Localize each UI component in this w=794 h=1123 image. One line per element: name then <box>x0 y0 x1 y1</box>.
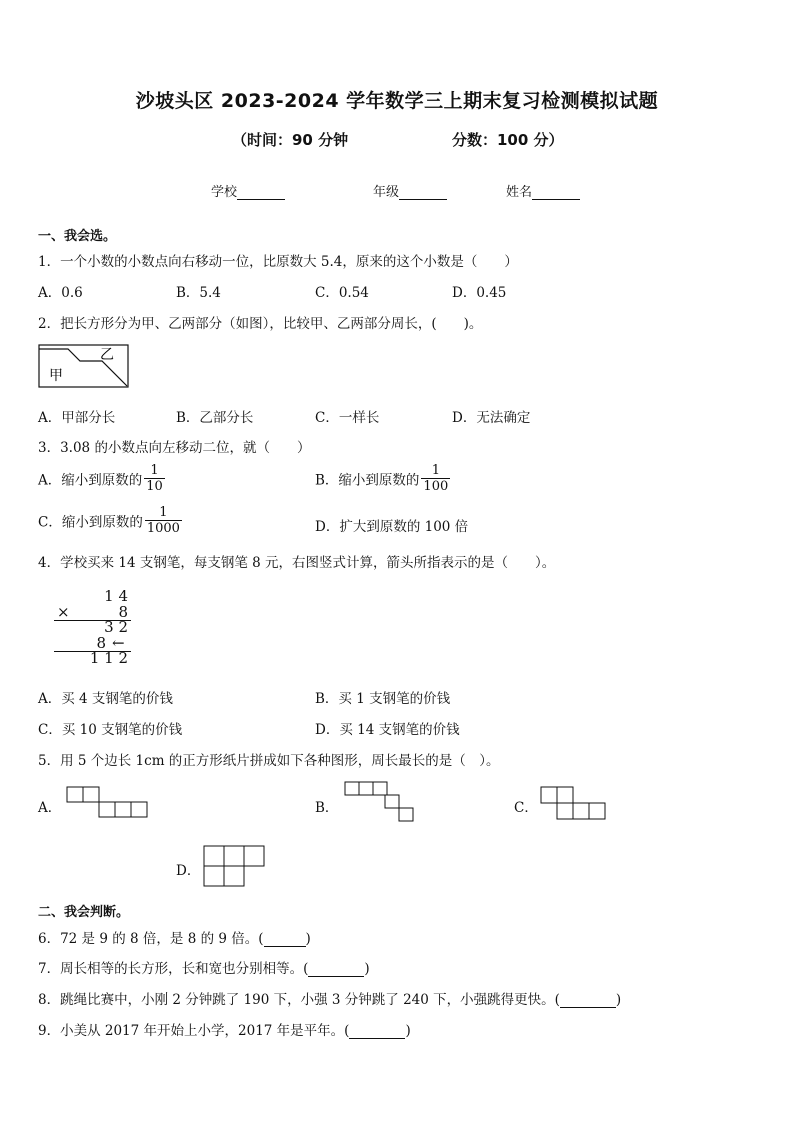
q4-option-b[interactable]: B．买 1 支钢笔的价钱 <box>315 691 451 707</box>
q2-option-a[interactable]: A．甲部分长 <box>38 410 116 426</box>
calc-row-multiplier: 8 <box>118 603 128 621</box>
q5-figure-b <box>344 781 416 825</box>
q2-option-d[interactable]: D．无法确定 <box>452 410 531 426</box>
grade-field[interactable] <box>373 181 447 200</box>
q5-figure-d <box>203 845 269 889</box>
q1-option-d[interactable]: D．0.45 <box>452 285 507 301</box>
q9-answer-blank[interactable] <box>349 1024 405 1039</box>
question-9-text: 9．小美从 2017 年开始上小学，2017 年是平年。( <box>38 1023 350 1039</box>
question-3: 3．3.08 的小数点向左移动二位，就（ ） <box>38 440 311 456</box>
grade-label: 年级 <box>373 185 400 200</box>
school-blank[interactable] <box>237 185 285 200</box>
q7-answer-blank[interactable] <box>308 962 364 977</box>
q3-option-b[interactable] <box>315 463 450 494</box>
q3-option-a-text: A．缩小到原数的 <box>38 472 143 489</box>
q5-option-c[interactable]: C． <box>514 800 538 816</box>
q3-option-a[interactable] <box>38 463 165 494</box>
question-2: 2．把长方形分为甲、乙两部分（如图），比较甲、乙两部分周长，( )。 <box>38 316 483 332</box>
question-6-text: 6．72 是 9 的 8 倍，是 8 的 9 倍。( <box>38 931 264 947</box>
q3-option-b-text: B．缩小到原数的 <box>315 472 420 489</box>
q2-rectangle-figure <box>38 344 130 388</box>
calc-arrow-icon: ← <box>112 634 125 652</box>
q3-option-c[interactable] <box>38 505 182 536</box>
q5-figure-a <box>66 786 150 820</box>
question-7: 7．周长相等的长方形，长和宽也分别相等。( ) <box>38 961 370 977</box>
q4-option-a[interactable]: A．买 4 支钢笔的价钱 <box>38 691 173 707</box>
calc-row-product: 1 1 2 <box>89 649 128 667</box>
name-label: 姓名 <box>506 185 533 200</box>
exam-time: （时间：90 分钟 <box>232 131 349 149</box>
q3-option-a-fraction: $\frac{1}{10}$ <box>146 463 163 494</box>
q1-option-c[interactable]: C．0.54 <box>315 285 369 301</box>
calc-times-sign: × <box>57 603 70 621</box>
q2-option-c[interactable]: C．一样长 <box>315 410 380 426</box>
q1-option-a[interactable]: A．0.6 <box>38 285 83 301</box>
question-6: 6．72 是 9 的 8 倍，是 8 的 9 倍。( ) <box>38 931 311 947</box>
name-blank[interactable] <box>532 185 580 200</box>
page-title: 沙坡头区 2023-2024 学年数学三上期末复习检测模拟试题 <box>135 90 659 112</box>
q5-option-d[interactable]: D． <box>176 863 201 879</box>
school-label: 学校 <box>211 185 238 200</box>
calc-row-partial-2: 8 <box>96 634 106 652</box>
q4-option-d[interactable]: D．买 14 支钢笔的价钱 <box>315 722 460 738</box>
q5-option-b[interactable]: B． <box>315 800 339 816</box>
exam-score: 分数：100 分） <box>452 131 564 149</box>
q1-option-b[interactable]: B．5.4 <box>176 285 221 301</box>
section-title-judge: 二、我会判断。 <box>38 905 130 920</box>
calc-row-multiplicand: 1 4 <box>104 587 128 605</box>
question-4: 4．学校买来 14 支钢笔，每支钢笔 8 元，右图竖式计算，箭头所指表示的是（ ）。 <box>38 555 556 571</box>
question-8-text: 8．跳绳比赛中，小刚 2 分钟跳了 190 下，小强 3 分钟跳了 240 下，小强跳得更快。( <box>38 992 560 1008</box>
question-8: 8．跳绳比赛中，小刚 2 分钟跳了 190 下，小强 3 分钟跳了 240 下，小强跳得更快。( ) <box>38 992 622 1008</box>
school-field[interactable] <box>211 181 285 200</box>
q2-label-jia: 甲 <box>49 368 63 384</box>
name-field[interactable] <box>506 181 580 200</box>
q4-option-c[interactable]: C．买 10 支钢笔的价钱 <box>38 722 183 738</box>
q5-option-a[interactable]: A． <box>38 800 62 816</box>
section-title-choice: 一、我会选。 <box>38 229 117 244</box>
q3-option-c-text: C．缩小到原数的 <box>38 514 143 531</box>
q3-option-c-fraction: $\frac{1}{1000}$ <box>146 505 180 536</box>
q8-answer-blank[interactable] <box>560 993 616 1008</box>
q2-label-yi: 乙 <box>100 347 114 363</box>
question-1: 1．一个小数的小数点向右移动一位，比原数大 5.4，原来的这个小数是（ ） <box>38 254 518 270</box>
q6-answer-blank[interactable] <box>264 932 306 947</box>
q2-option-b[interactable]: B．乙部分长 <box>176 410 254 426</box>
q3-option-d[interactable]: D．扩大到原数的 100 倍 <box>315 519 469 535</box>
question-9: 9．小美从 2017 年开始上小学，2017 年是平年。( ) <box>38 1023 411 1039</box>
q5-figure-c <box>540 786 610 822</box>
grade-blank[interactable] <box>399 185 447 200</box>
q3-option-b-fraction: $\frac{1}{100}$ <box>423 463 449 494</box>
question-5: 5．用 5 个边长 1cm 的正方形纸片拼成如下各种图形，周长最长的是（ ）。 <box>38 753 500 769</box>
calc-row-partial-1: 3 2 <box>104 618 128 636</box>
question-7-text: 7．周长相等的长方形，长和宽也分别相等。( <box>38 961 309 977</box>
